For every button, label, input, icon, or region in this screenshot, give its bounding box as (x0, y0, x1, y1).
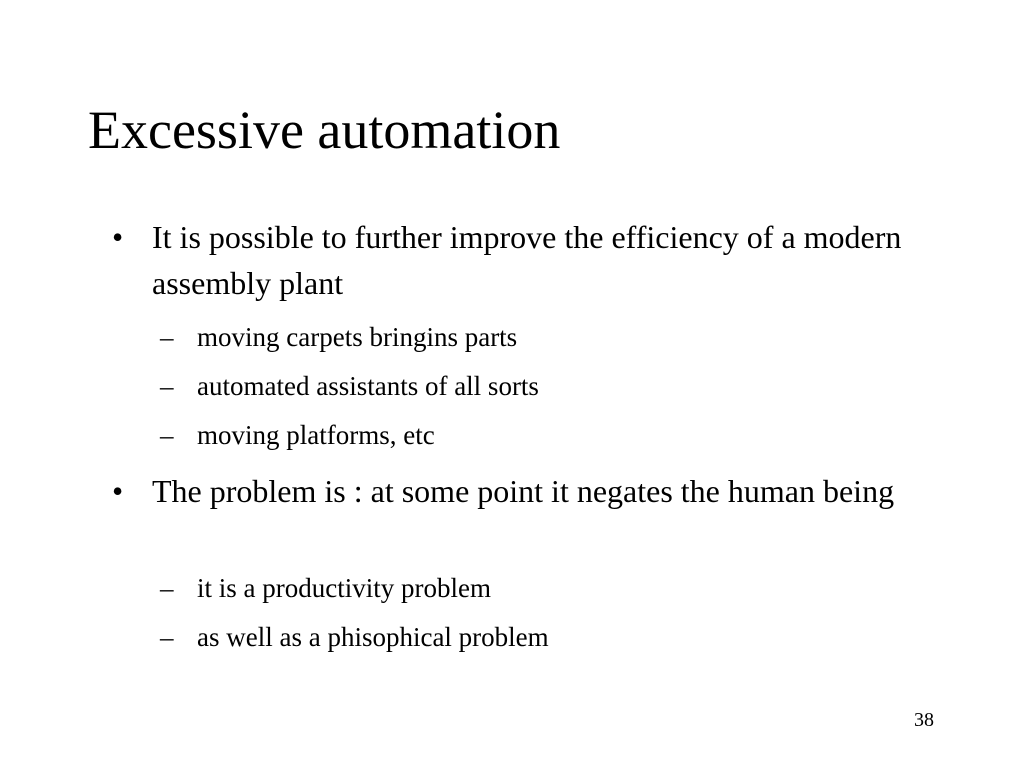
sub-bullet-marker: – (160, 322, 174, 352)
sub-bullet-item (160, 568, 860, 608)
bullet-item (112, 468, 912, 514)
bullet-item (112, 214, 912, 306)
sub-bullet-text: as well as a phisophical problem (197, 622, 549, 652)
sub-bullet-marker: – (160, 371, 174, 401)
sub-bullet-item (160, 617, 860, 657)
sub-bullet-item (160, 366, 860, 406)
slide-title: Excessive automation (88, 100, 561, 160)
sub-bullet-text: it is a productivity problem (197, 573, 491, 603)
bullet-text: It is possible to further improve the efficiency of a modern assembly plant (152, 219, 902, 301)
sub-bullet-item (160, 415, 860, 455)
page-number: 38 (914, 709, 934, 731)
sub-bullet-marker: – (160, 622, 174, 652)
bullet-text: The problem is : at some point it negates the human being (152, 473, 895, 509)
bullet-marker: • (112, 219, 124, 255)
sub-bullet-marker: – (160, 420, 174, 450)
sub-bullet-text: moving platforms, etc (197, 420, 435, 450)
sub-bullet-text: automated assistants of all sorts (197, 371, 539, 401)
sub-bullet-marker: – (160, 573, 174, 603)
bullet-marker: • (112, 473, 124, 509)
sub-bullet-text: moving carpets bringins parts (197, 322, 518, 352)
sub-bullet-item (160, 317, 860, 357)
